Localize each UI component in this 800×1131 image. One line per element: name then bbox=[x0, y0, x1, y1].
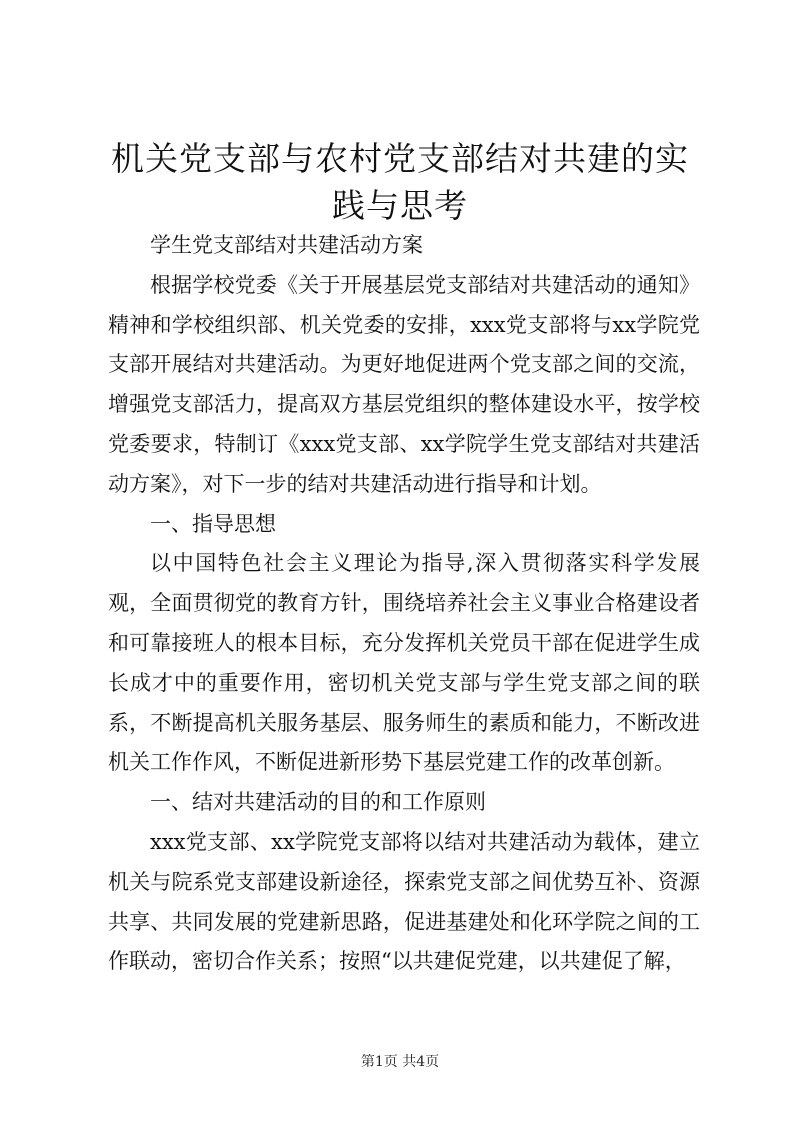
section-heading-purpose-principles: 一、结对共建活动的目的和工作原则 bbox=[150, 790, 486, 815]
paragraph-guiding-thought: 以中国特色社会主义理论为指导,深入贯彻落实科学发展观，全面贯彻党的教育方针，围绕培养社会主义事业合格建设者和可靠接班人的根本目标，充分发挥机关党员干部在促进学生成长成才中的重要作用，密切机关党支部与学生党支部之间的联系，不断提高机关服务基层、服务师生的素质和能力，不断改进机关工作作风，不断促进新形势下基层党建工作的改革创新。 bbox=[108, 551, 700, 775]
section-heading-guiding-thought: 一、指导思想 bbox=[150, 511, 276, 536]
document-body bbox=[108, 226, 700, 982]
paragraph-purpose-principles: xxx党支部、xx学院党支部将以结对共建活动为载体，建立机关与院系党支部建设新途径，探索党支部之间优势互补、资源共享、共同发展的党建新思路，促进基建处和化环学院之间的工作联动，密切合作关系；按照“以共建促党建，以共建促了解， bbox=[108, 829, 700, 974]
paragraph-intro: 根据学校党委《关于开展基层党支部结对共建活动的通知》精神和学校组织部、机关党委的安排，xxx党支部将与xx学院党支部开展结对共建活动。为更好地促进两个党支部之间的交流，增强党支部活力，提高双方基层党组织的整体建设水平，按学校党委要求，特制订《xxx党支部、xx学院学生党支部结对共建活动方案》，对下一步的结对共建活动进行指导和计划。 bbox=[108, 272, 700, 496]
document-subtitle: 学生党支部结对共建活动方案 bbox=[150, 233, 423, 257]
document-title: 机关党支部与农村党支部结对共建的实践与思考 bbox=[111, 139, 689, 225]
page-footer: 第1页 共4页 bbox=[360, 1054, 440, 1070]
